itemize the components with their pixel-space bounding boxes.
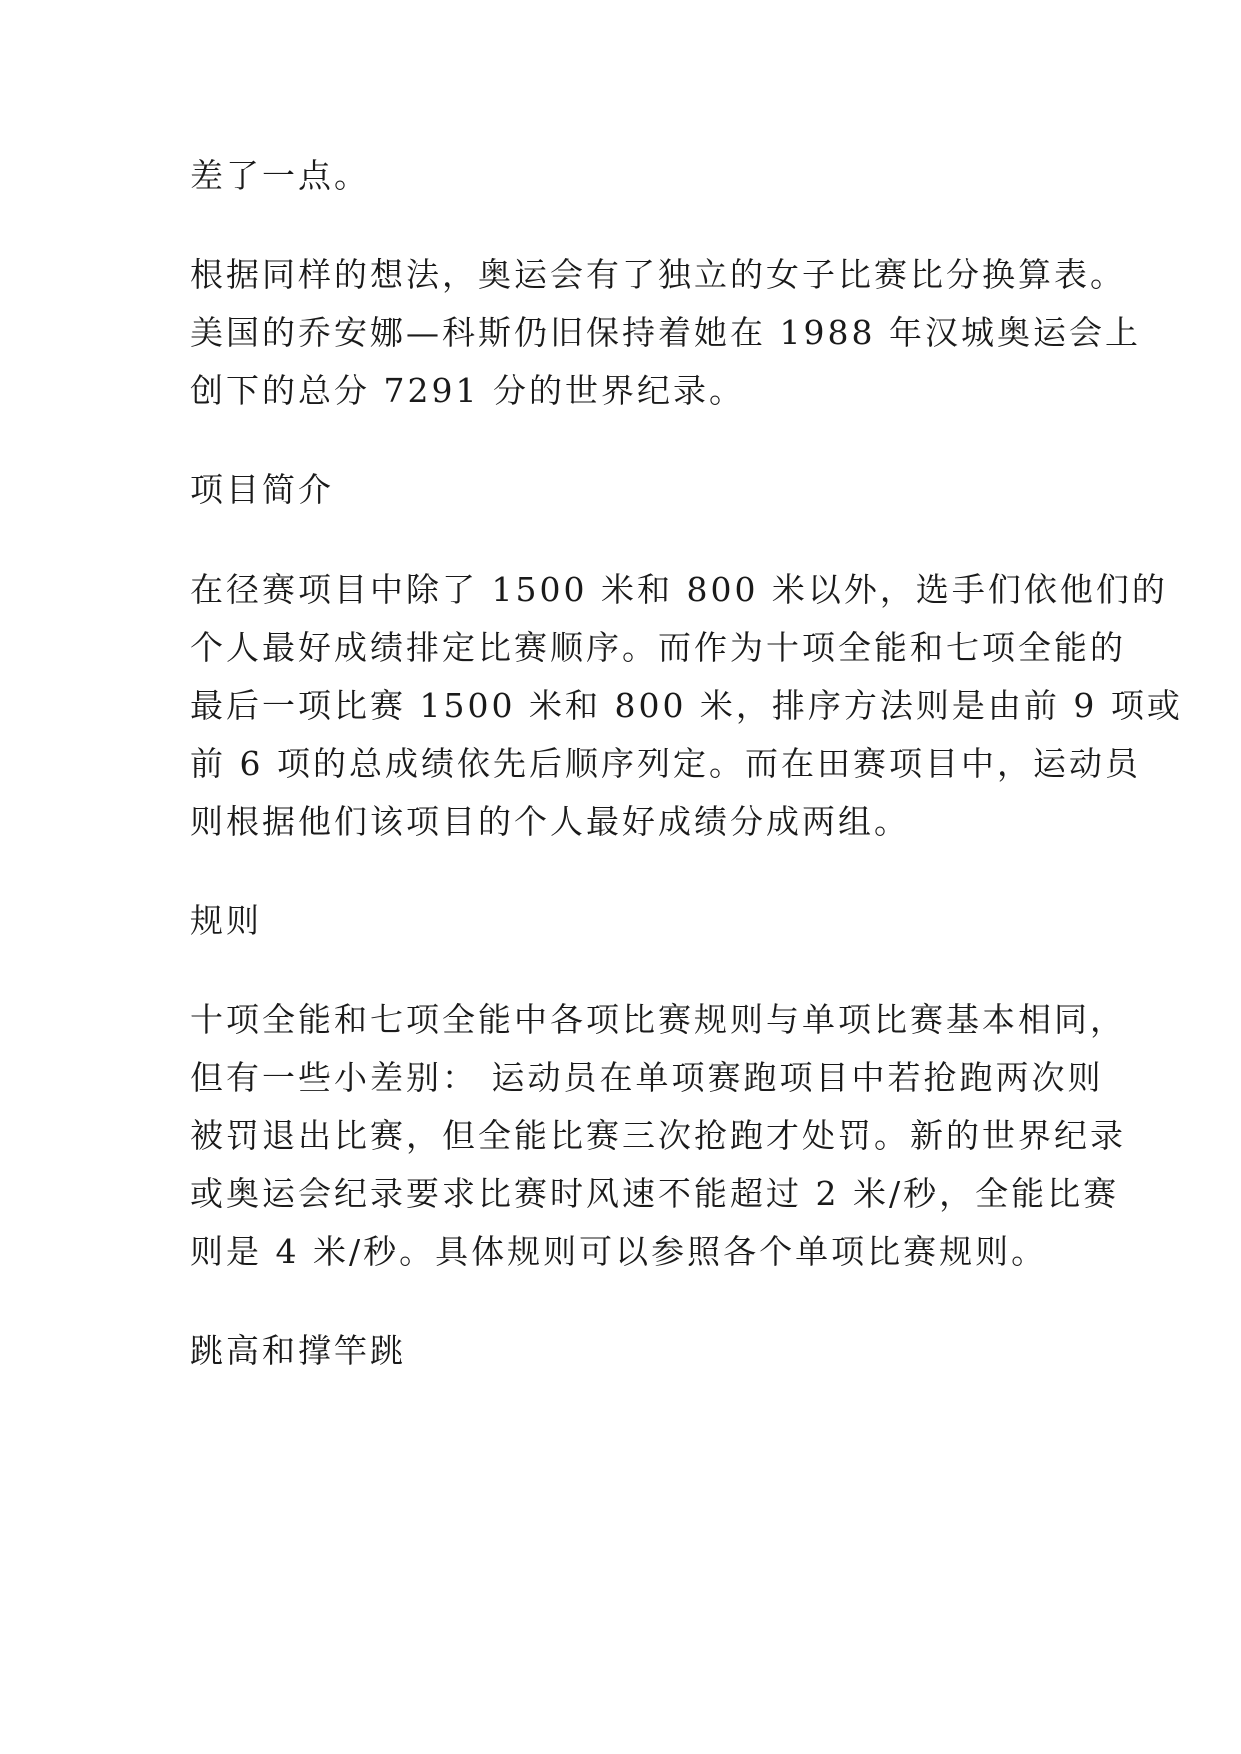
paragraph-ending-line: 差了一点。 [190,156,370,195]
paragraph-line: 被罚退出比赛，但全能比赛三次抢跑才处罚。新的世界纪录 [190,1116,1126,1155]
paragraph-line: 个人最好成绩排定比赛顺序。而作为十项全能和七项全能的 [190,628,1126,667]
section-heading-intro: 项目简介 [190,470,334,509]
paragraph-line: 前 6 项的总成绩依先后顺序列定。而在田赛项目中，运动员 [190,744,1141,783]
paragraph-line: 在径赛项目中除了 1500 米和 800 米以外，选手们依他们的 [190,570,1168,609]
paragraph-line: 最后一项比赛 1500 米和 800 米，排序方法则是由前 9 项或 [190,686,1183,725]
section-heading-jumps: 跳高和撑竿跳 [190,1331,406,1370]
paragraph-line: 十项全能和七项全能中各项比赛规则与单项比赛基本相同， [190,1000,1126,1039]
section-heading-rules: 规则 [190,901,262,940]
paragraph-line: 美国的乔安娜—科斯仍旧保持着她在 1988 年汉城奥运会上 [190,313,1141,352]
paragraph-line: 或奥运会纪录要求比赛时风速不能超过 2 米/秒，全能比赛 [190,1174,1120,1213]
paragraph-line: 则根据他们该项目的个人最好成绩分成两组。 [190,802,910,841]
paragraph-line: 创下的总分 7291 分的世界纪录。 [190,371,745,410]
paragraph-line: 则是 4 米/秒。具体规则可以参照各个单项比赛规则。 [190,1232,1048,1271]
paragraph-line: 根据同样的想法，奥运会有了独立的女子比赛比分换算表。 [190,255,1126,294]
paragraph-line: 但有一些小差别： 运动员在单项赛跑项目中若抢跑两次则 [190,1058,1104,1097]
